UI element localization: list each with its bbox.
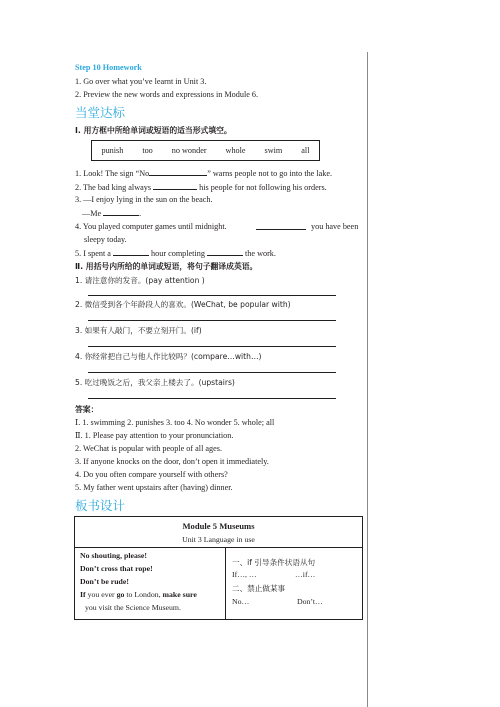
answer-blank[interactable] [103, 208, 142, 218]
question-4-text-b: you have been [311, 222, 359, 231]
translation-2: 2. 微信受到各个年龄段人的喜欢。(WeChat, be popular with) [75, 300, 291, 309]
question-5 [75, 248, 276, 259]
answer-line[interactable] [88, 320, 336, 321]
answer-line[interactable] [88, 346, 336, 347]
practice-section-title: 当堂达标 [75, 105, 126, 120]
homework-item-1: 1. Go over what you’ve learnt in Unit 3. [75, 77, 207, 86]
board-header [75, 517, 362, 548]
board-left-if: If [80, 590, 86, 599]
answer-line-text: 5. My father went upstairs after (having) dinner. [75, 483, 233, 492]
question-2-text-b: his people for not following his orders. [199, 183, 327, 192]
answer-line-text: Ⅱ. 1. Please pay attention to your pronunciation. [75, 431, 234, 440]
translation-1: 1. 请注意你的发音。(pay attention ) [75, 276, 205, 285]
board-left-go: go [116, 590, 125, 599]
question-2 [75, 182, 327, 193]
board-left-line-1: No shouting, please! [80, 551, 147, 560]
board-left-make-sure: make sure [162, 590, 197, 599]
question-2-text-a: 2. The bad king always [75, 183, 152, 192]
answer-blank[interactable] [207, 248, 243, 256]
page-margin-line [367, 52, 368, 707]
answer-blank[interactable] [113, 248, 149, 256]
part2-title: Ⅱ. 用括号内所给的单词或短语，将句子翻译成英语。 [75, 262, 258, 271]
board-right-dont: Don’t… [297, 597, 323, 606]
board-right-line-3: 二、禁止做某事 [232, 584, 286, 593]
question-4-line-2: sleepy today. [84, 235, 127, 244]
answer-line[interactable] [88, 295, 336, 296]
answer-blank[interactable] [149, 168, 207, 176]
board-right-if-2: …if… [295, 570, 316, 579]
word-box [91, 140, 320, 161]
question-3-line-1: 3. —I enjoy lying in the sun on the beach. [75, 195, 213, 204]
answer-line-text: 3. If anyone knocks on the door, don’t open it immediately. [75, 457, 269, 466]
board-right-no: No… [232, 597, 250, 606]
question-3-text-c: . [139, 209, 142, 218]
question-3-text-b: —Me [82, 209, 102, 218]
question-5-text-c: the work. [245, 249, 276, 258]
translation-4: 4. 你经常把自己与他人作比较吗？(compare…with…) [75, 352, 262, 361]
question-1-text-a: 1. Look! The sign “No [75, 169, 150, 178]
question-4-text-a: 4. You played computer games until midnight. [75, 222, 227, 231]
board-right-line-1: 一、if 引导条件状语从句 [232, 558, 316, 567]
word-item: whole [225, 146, 246, 155]
board-title: Module 5 Museums [182, 521, 255, 531]
answer-line[interactable] [88, 398, 336, 399]
board-left-line-5: you visit the Science Museum. [85, 603, 181, 612]
question-3-line-2 [82, 208, 141, 219]
question-4-line-1 [75, 222, 227, 232]
homework-item-2: 2. Preview the new words and expressions in Module 6. [75, 90, 259, 99]
part1-title: Ⅰ. 用方框中所给单词或短语的适当形式填空。 [75, 126, 232, 135]
board-left-line-3: Don’t be rude! [80, 577, 129, 586]
homework-heading: Step 10 Homework [75, 63, 142, 72]
answer-line-text: Ⅰ. 1. swimming 2. punishes 3. too 4. No wonder 5. whole; all [75, 418, 275, 427]
answer-line-text: 2. WeChat is popular with people of all ages. [75, 444, 222, 453]
board-subtitle: Unit 3 Language in use [182, 535, 255, 544]
question-5-text-b: hour completing [151, 249, 205, 258]
question-1 [75, 168, 332, 179]
word-item: all [301, 146, 310, 155]
word-item: no wonder [171, 146, 207, 155]
question-1-text-b: ” warns people not to go into the lake. [207, 169, 333, 178]
board-left-text: you ever [85, 590, 117, 599]
answer-line-text: 4. Do you often compare yourself with others? [75, 470, 228, 479]
board-section-title: 板书设计 [75, 498, 126, 513]
answer-blank[interactable] [153, 182, 197, 190]
board-table [74, 516, 363, 620]
word-item: swim [264, 146, 283, 155]
answer-blank[interactable] [256, 222, 306, 230]
answer-line[interactable] [88, 372, 336, 373]
word-item: punish [101, 146, 124, 155]
question-5-text-a: 5. I spent a [75, 249, 111, 258]
board-left-line-2: Don’t cross that rope! [80, 564, 153, 573]
translation-3: 3. 如果有人敲门，不要立刻开门。(if) [75, 326, 202, 335]
board-left-text: to London, [124, 590, 163, 599]
answers-label: 答案： [75, 405, 99, 414]
translation-5: 5. 吃过晚饭之后，我父亲上楼去了。(upstairs) [75, 378, 235, 387]
word-item: too [142, 146, 153, 155]
board-divider [225, 547, 226, 619]
board-left-line-4 [80, 590, 197, 599]
board-right-if-1: If…, … [232, 570, 257, 579]
